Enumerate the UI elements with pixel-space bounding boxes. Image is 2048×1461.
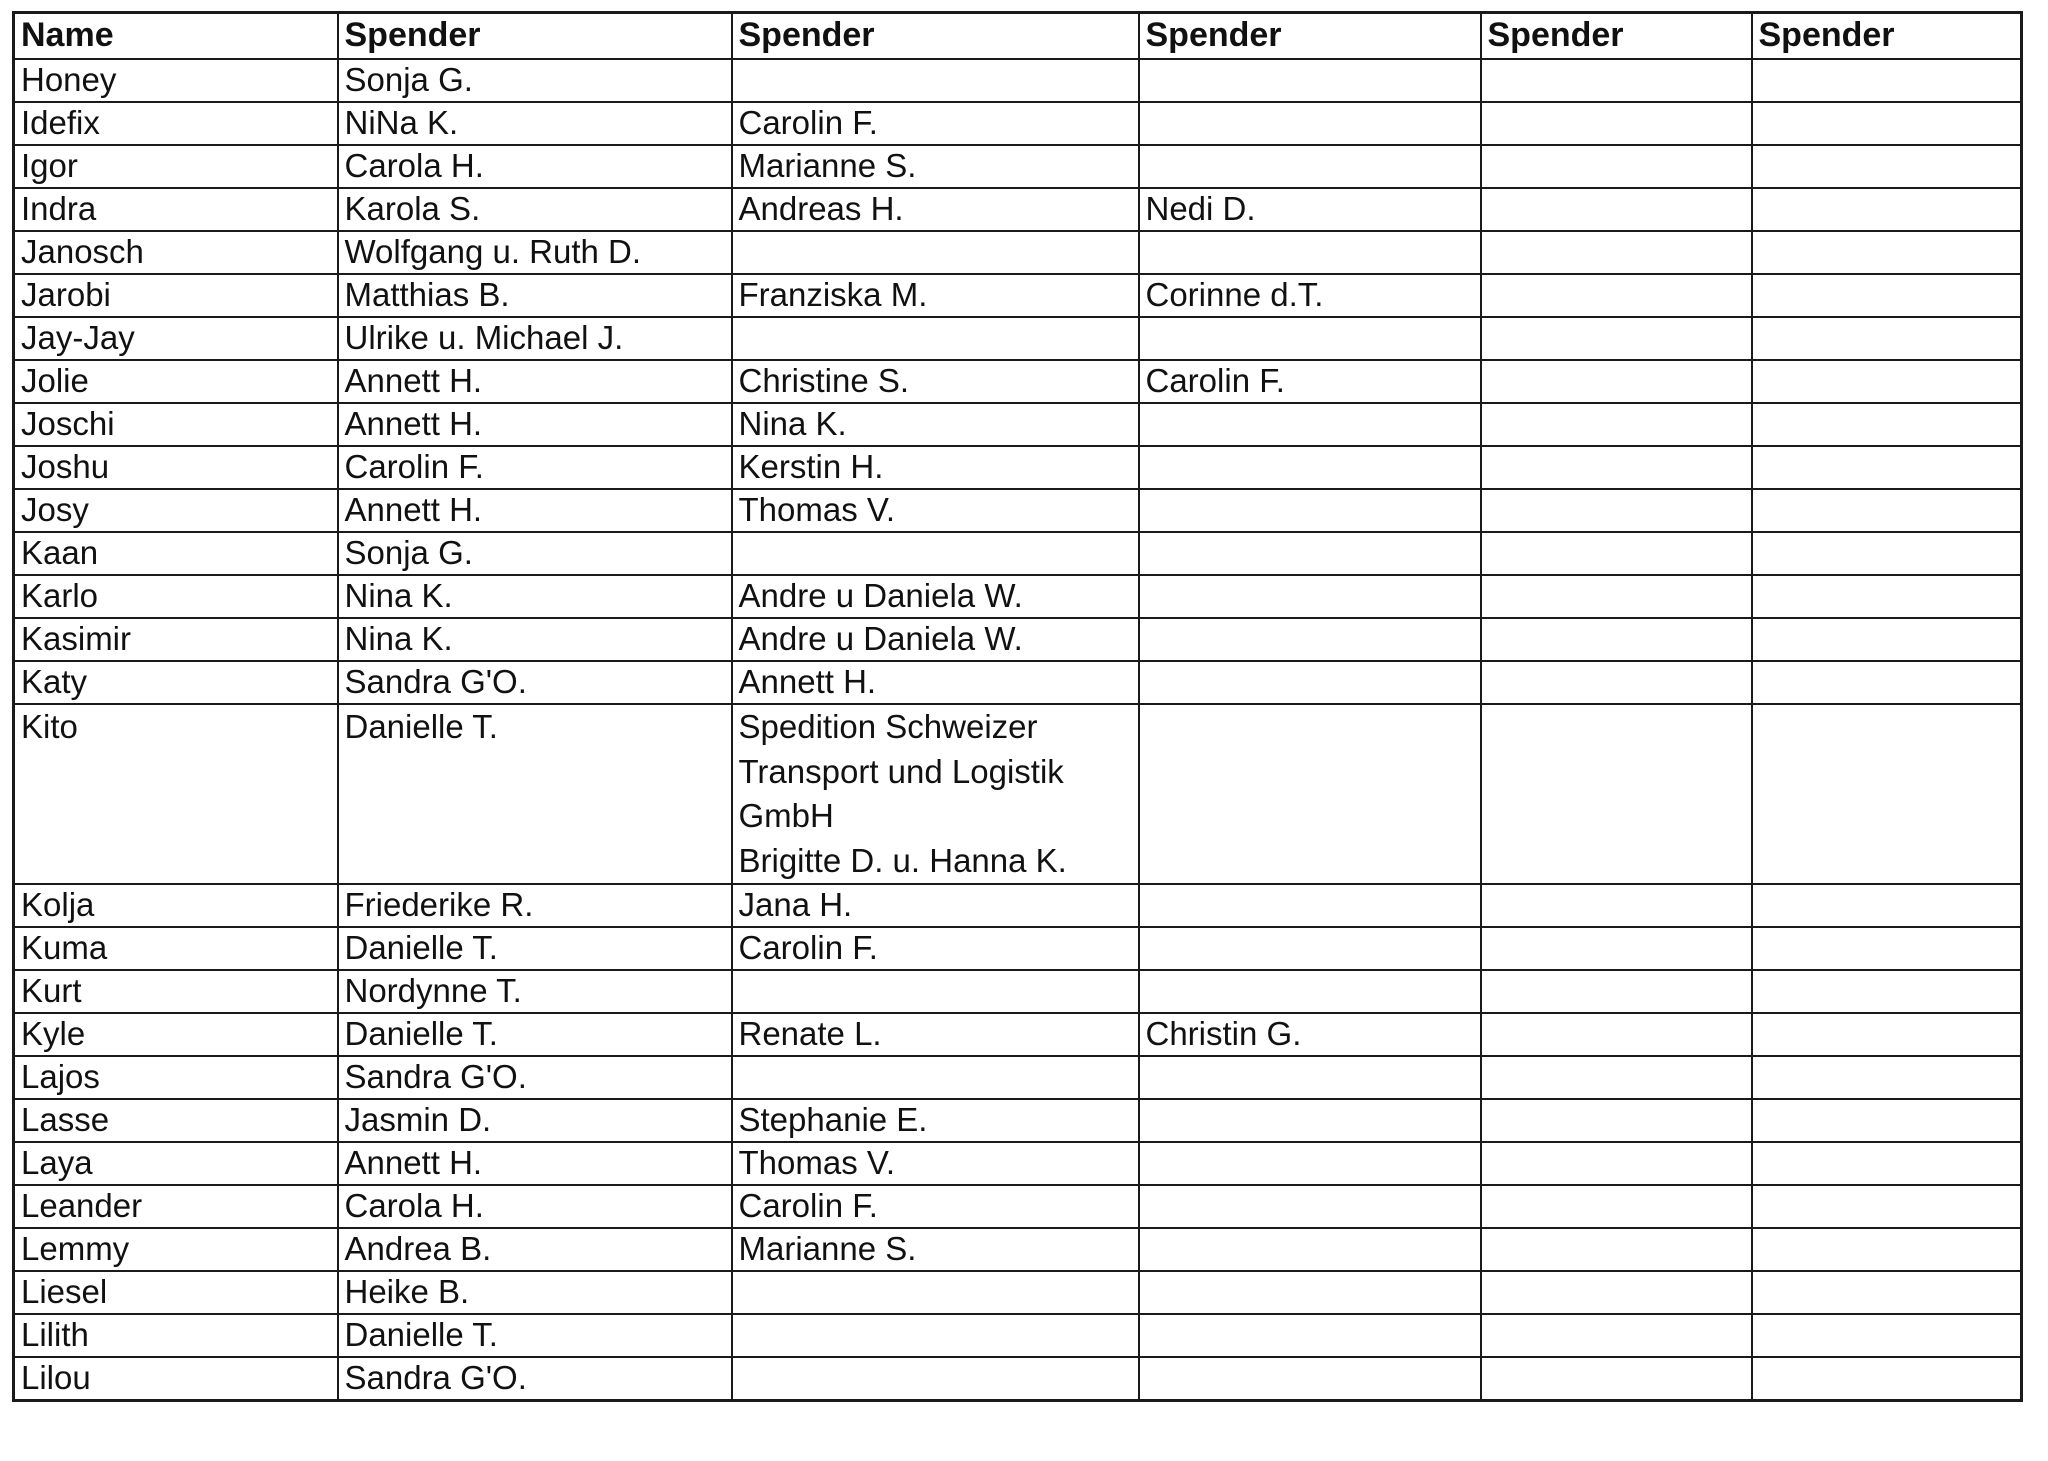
table-row (14, 1013, 2022, 1056)
cell-spender-3 (1139, 1357, 1481, 1401)
cell-spender-3 (1139, 1185, 1481, 1228)
table-row (14, 274, 2022, 317)
cell-spender-5 (1752, 317, 2022, 360)
cell-name: Igor (14, 145, 338, 188)
cell-spender-1: Friederike R. (338, 884, 732, 927)
cell-spender-1: Danielle T. (338, 704, 732, 884)
cell-spender-4 (1481, 1099, 1752, 1142)
cell-text-line: Transport und Logistik (738, 752, 1064, 790)
cell-spender-5 (1752, 489, 2022, 532)
cell-name: Jay-Jay (14, 317, 338, 360)
cell-spender-1: Carolin F. (338, 446, 732, 489)
cell-spender-3: Christin G. (1139, 1013, 1481, 1056)
cell-spender-2: Marianne S. (732, 145, 1139, 188)
cell-name: Jolie (14, 360, 338, 403)
cell-spender-4 (1481, 403, 1752, 446)
cell-spender-5 (1752, 1142, 2022, 1185)
cell-spender-1: Nina K. (338, 618, 732, 661)
table-row (14, 661, 2022, 704)
cell-spender-5 (1752, 618, 2022, 661)
cell-spender-4 (1481, 274, 1752, 317)
cell-spender-2: Stephanie E. (732, 1099, 1139, 1142)
cell-name: Lilou (14, 1357, 338, 1401)
cell-spender-3 (1139, 970, 1481, 1013)
cell-name: Kaan (14, 532, 338, 575)
cell-spender-4 (1481, 1013, 1752, 1056)
cell-spender-3 (1139, 1271, 1481, 1314)
table-row (14, 102, 2022, 145)
cell-spender-1: Sandra G'O. (338, 1357, 732, 1401)
cell-spender-1: Karola S. (338, 188, 732, 231)
cell-spender-1: Jasmin D. (338, 1099, 732, 1142)
cell-spender-5 (1752, 446, 2022, 489)
cell-spender-3: Carolin F. (1139, 360, 1481, 403)
cell-spender-3 (1139, 489, 1481, 532)
cell-spender-2: Christine S. (732, 360, 1139, 403)
cell-spender-4 (1481, 970, 1752, 1013)
cell-spender-3 (1139, 532, 1481, 575)
cell-spender-4 (1481, 575, 1752, 618)
cell-spender-3 (1139, 1056, 1481, 1099)
table-row (14, 1142, 2022, 1185)
cell-spender-4 (1481, 884, 1752, 927)
cell-text-line: GmbH (738, 797, 834, 834)
cell-name: Laya (14, 1142, 338, 1185)
cell-name: Liesel (14, 1271, 338, 1314)
cell-spender-1: Andrea B. (338, 1228, 732, 1271)
cell-spender-3 (1139, 231, 1481, 274)
table-row (14, 59, 2022, 102)
cell-spender-5 (1752, 145, 2022, 188)
cell-spender-5 (1752, 884, 2022, 927)
cell-spender-5 (1752, 704, 2022, 884)
cell-spender-4 (1481, 1357, 1752, 1401)
table-row (14, 1357, 2022, 1401)
cell-spender-4 (1481, 446, 1752, 489)
header-spender-5: Spender (1752, 13, 2022, 60)
cell-spender-2: Annett H. (732, 661, 1139, 704)
cell-spender-4 (1481, 317, 1752, 360)
cell-spender-2 (732, 1357, 1139, 1401)
cell-spender-1: Wolfgang u. Ruth D. (338, 231, 732, 274)
cell-spender-3 (1139, 575, 1481, 618)
cell-name: Kyle (14, 1013, 338, 1056)
cell-spender-1: Annett H. (338, 489, 732, 532)
cell-spender-2 (732, 317, 1139, 360)
cell-spender-2: Renate L. (732, 1013, 1139, 1056)
cell-spender-2: Jana H. (732, 884, 1139, 927)
cell-spender-2: Andre u Daniela W. (732, 575, 1139, 618)
header-row (14, 13, 2022, 60)
cell-spender-3: Nedi D. (1139, 188, 1481, 231)
cell-spender-5 (1752, 1228, 2022, 1271)
table-row (14, 446, 2022, 489)
cell-spender-1: Ulrike u. Michael J. (338, 317, 732, 360)
cell-spender-2: Carolin F. (732, 927, 1139, 970)
cell-spender-1: Nordynne T. (338, 970, 732, 1013)
cell-text-line: Spedition Schweizer (738, 708, 1038, 745)
cell-spender-4 (1481, 1228, 1752, 1271)
cell-spender-1: Nina K. (338, 575, 732, 618)
cell-spender-4 (1481, 1271, 1752, 1314)
table-row (14, 704, 2022, 884)
cell-spender-4 (1481, 661, 1752, 704)
cell-spender-2 (732, 704, 1139, 884)
cell-spender-1: Carola H. (338, 1185, 732, 1228)
cell-spender-4 (1481, 1185, 1752, 1228)
table-row (14, 1056, 2022, 1099)
cell-spender-2 (732, 1271, 1139, 1314)
cell-spender-4 (1481, 704, 1752, 884)
table-row (14, 231, 2022, 274)
cell-spender-2: Andreas H. (732, 188, 1139, 231)
table-row (14, 618, 2022, 661)
cell-spender-3 (1139, 1099, 1481, 1142)
cell-spender-1: Danielle T. (338, 1013, 732, 1056)
cell-name: Jarobi (14, 274, 338, 317)
cell-spender-2: Franziska M. (732, 274, 1139, 317)
cell-spender-1: Danielle T. (338, 1314, 732, 1357)
table-row (14, 1099, 2022, 1142)
cell-name: Lasse (14, 1099, 338, 1142)
table-row (14, 970, 2022, 1013)
cell-name: Joshu (14, 446, 338, 489)
cell-name: Katy (14, 661, 338, 704)
table-row (14, 145, 2022, 188)
cell-spender-2 (732, 970, 1139, 1013)
cell-spender-1: Annett H. (338, 403, 732, 446)
cell-spender-1: NiNa K. (338, 102, 732, 145)
cell-spender-3 (1139, 1142, 1481, 1185)
sponsor-table (12, 11, 2023, 1402)
cell-spender-2: Marianne S. (732, 1228, 1139, 1271)
cell-spender-3 (1139, 59, 1481, 102)
table-body (14, 59, 2022, 1401)
cell-spender-1: Sonja G. (338, 532, 732, 575)
cell-spender-5 (1752, 927, 2022, 970)
table-row (14, 489, 2022, 532)
cell-spender-1: Sandra G'O. (338, 661, 732, 704)
cell-spender-2: Nina K. (732, 403, 1139, 446)
cell-spender-2: Kerstin H. (732, 446, 1139, 489)
cell-spender-3 (1139, 1228, 1481, 1271)
cell-name: Indra (14, 188, 338, 231)
cell-spender-1: Heike B. (338, 1271, 732, 1314)
cell-spender-2 (732, 532, 1139, 575)
cell-spender-1: Carola H. (338, 145, 732, 188)
cell-spender-5 (1752, 1314, 2022, 1357)
table-row (14, 317, 2022, 360)
cell-spender-1: Annett H. (338, 1142, 732, 1185)
table-row (14, 927, 2022, 970)
cell-spender-3 (1139, 317, 1481, 360)
cell-spender-4 (1481, 489, 1752, 532)
cell-spender-4 (1481, 102, 1752, 145)
cell-spender-5 (1752, 532, 2022, 575)
cell-spender-2: Thomas V. (732, 489, 1139, 532)
cell-spender-4 (1481, 532, 1752, 575)
cell-spender-2 (732, 1056, 1139, 1099)
table-row (14, 403, 2022, 446)
header-spender-2: Spender (732, 13, 1139, 60)
cell-spender-1: Matthias B. (338, 274, 732, 317)
cell-spender-5 (1752, 59, 2022, 102)
cell-spender-5 (1752, 575, 2022, 618)
cell-spender-3 (1139, 618, 1481, 661)
cell-name: Kasimir (14, 618, 338, 661)
cell-spender-4 (1481, 618, 1752, 661)
cell-name: Kuma (14, 927, 338, 970)
cell-text-line: Brigitte D. u. Hanna K. (738, 841, 1067, 879)
cell-spender-1: Annett H. (338, 360, 732, 403)
cell-name: Kurt (14, 970, 338, 1013)
cell-spender-2: Andre u Daniela W. (732, 618, 1139, 661)
cell-spender-5 (1752, 360, 2022, 403)
table-row (14, 1314, 2022, 1357)
cell-spender-4 (1481, 145, 1752, 188)
cell-spender-5 (1752, 1185, 2022, 1228)
cell-name: Karlo (14, 575, 338, 618)
cell-spender-3 (1139, 403, 1481, 446)
cell-spender-2: Thomas V. (732, 1142, 1139, 1185)
cell-spender-2 (732, 231, 1139, 274)
table-row (14, 532, 2022, 575)
cell-spender-5 (1752, 1357, 2022, 1401)
cell-spender-5 (1752, 1099, 2022, 1142)
table-row (14, 1271, 2022, 1314)
cell-spender-3 (1139, 661, 1481, 704)
cell-spender-3 (1139, 446, 1481, 489)
cell-spender-1: Sandra G'O. (338, 1056, 732, 1099)
cell-name: Leander (14, 1185, 338, 1228)
cell-spender-2: Carolin F. (732, 1185, 1139, 1228)
table-row (14, 360, 2022, 403)
cell-spender-3 (1139, 1314, 1481, 1357)
table-row (14, 884, 2022, 927)
cell-spender-5 (1752, 403, 2022, 446)
cell-spender-2: Carolin F. (732, 102, 1139, 145)
cell-spender-3 (1139, 704, 1481, 884)
cell-name: Honey (14, 59, 338, 102)
cell-name: Kito (14, 704, 338, 884)
header-spender-3: Spender (1139, 13, 1481, 60)
table-row (14, 1228, 2022, 1271)
table-row (14, 188, 2022, 231)
cell-spender-3: Corinne d.T. (1139, 274, 1481, 317)
table-row (14, 1185, 2022, 1228)
cell-spender-4 (1481, 1056, 1752, 1099)
cell-spender-5 (1752, 274, 2022, 317)
cell-name: Lajos (14, 1056, 338, 1099)
cell-spender-3 (1139, 145, 1481, 188)
cell-name: Janosch (14, 231, 338, 274)
cell-spender-1: Sonja G. (338, 59, 732, 102)
cell-spender-5 (1752, 661, 2022, 704)
cell-name: Lemmy (14, 1228, 338, 1271)
cell-spender-2 (732, 1314, 1139, 1357)
cell-spender-4 (1481, 927, 1752, 970)
cell-spender-3 (1139, 884, 1481, 927)
cell-spender-5 (1752, 231, 2022, 274)
cell-spender-4 (1481, 360, 1752, 403)
cell-spender-2 (732, 59, 1139, 102)
cell-spender-5 (1752, 1056, 2022, 1099)
cell-name: Lilith (14, 1314, 338, 1357)
cell-spender-1: Danielle T. (338, 927, 732, 970)
cell-spender-3 (1139, 102, 1481, 145)
cell-spender-4 (1481, 59, 1752, 102)
cell-name: Idefix (14, 102, 338, 145)
cell-spender-5 (1752, 188, 2022, 231)
cell-spender-5 (1752, 102, 2022, 145)
cell-spender-5 (1752, 970, 2022, 1013)
header-spender-4: Spender (1481, 13, 1752, 60)
cell-spender-4 (1481, 231, 1752, 274)
cell-name: Josy (14, 489, 338, 532)
header-name: Name (14, 13, 338, 60)
cell-spender-3 (1139, 927, 1481, 970)
cell-name: Kolja (14, 884, 338, 927)
table-row (14, 575, 2022, 618)
cell-name: Joschi (14, 403, 338, 446)
header-spender-1: Spender (338, 13, 732, 60)
cell-spender-4 (1481, 188, 1752, 231)
cell-spender-4 (1481, 1142, 1752, 1185)
cell-spender-4 (1481, 1314, 1752, 1357)
cell-spender-5 (1752, 1271, 2022, 1314)
cell-spender-5 (1752, 1013, 2022, 1056)
